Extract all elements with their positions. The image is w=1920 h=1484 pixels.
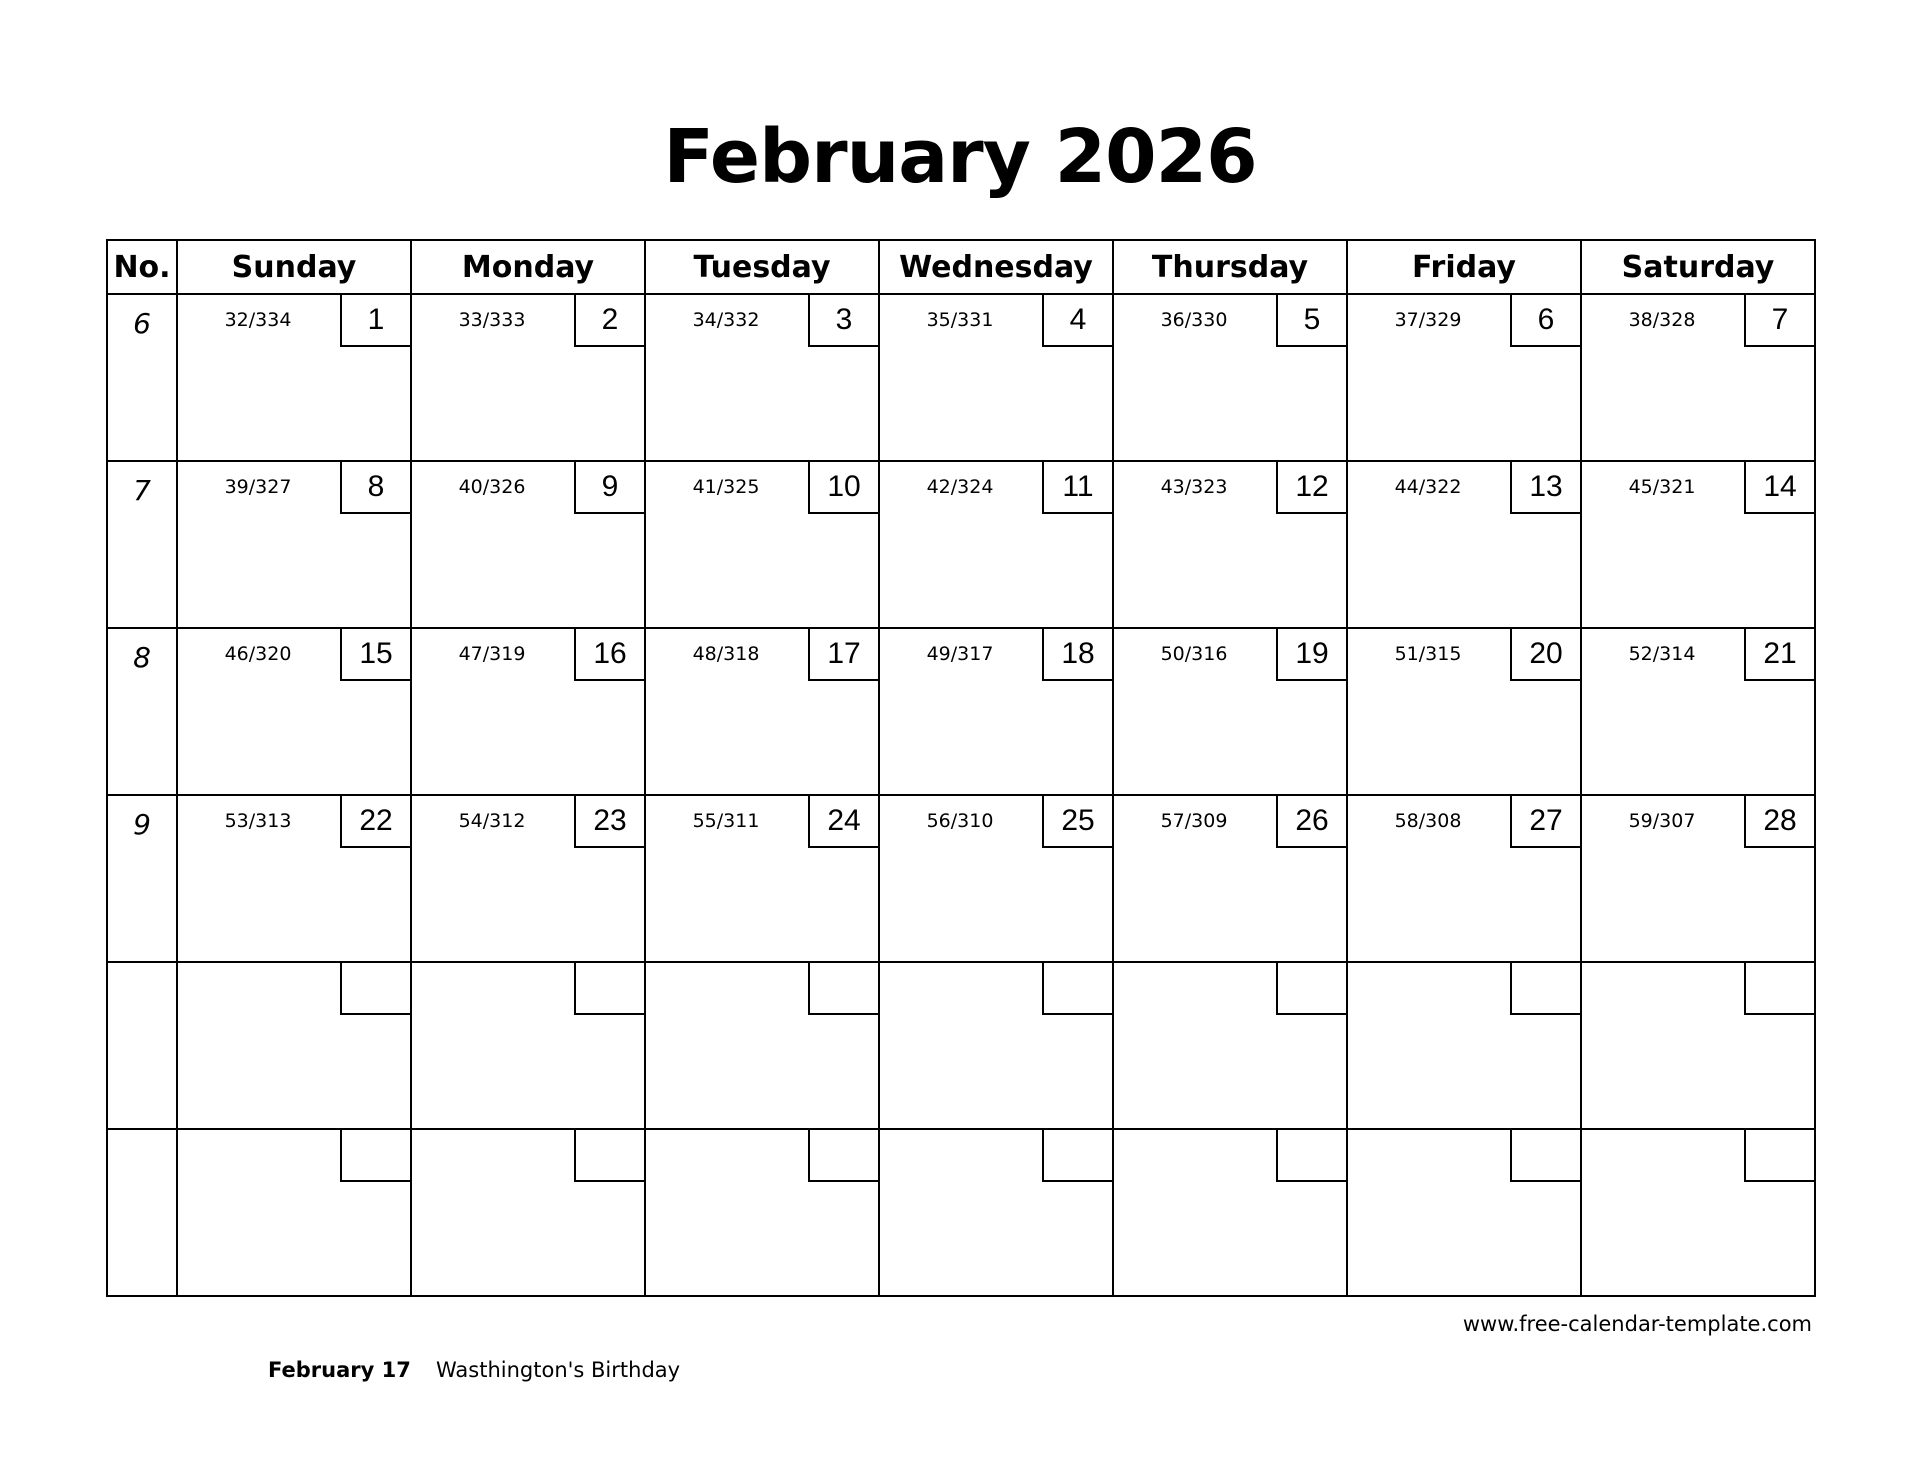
day-of-year: 56/310 xyxy=(926,810,994,832)
day-cell-content xyxy=(1582,963,1814,1128)
day-number: 26 xyxy=(1276,796,1346,848)
day-cell-content xyxy=(880,796,1112,961)
day-cell-content xyxy=(178,796,410,961)
day-number: 17 xyxy=(808,629,878,681)
calendar-title: February 2026 xyxy=(663,114,1257,200)
day-cell-content xyxy=(178,295,410,460)
day-cell[interactable] xyxy=(1581,628,1815,795)
day-cell[interactable] xyxy=(879,795,1113,962)
day-number: 3 xyxy=(808,295,878,347)
source-url: www.free-calendar-template.com xyxy=(1462,1312,1812,1336)
day-cell-content xyxy=(178,629,410,794)
day-of-year: 55/311 xyxy=(692,810,760,832)
day-number xyxy=(1276,963,1346,1015)
week-row xyxy=(107,461,1815,628)
day-of-year: 43/323 xyxy=(1160,476,1228,498)
day-of-year: 52/314 xyxy=(1628,643,1696,665)
week-number: 8 xyxy=(133,641,151,674)
day-cell[interactable] xyxy=(645,461,879,628)
day-of-year: 53/313 xyxy=(224,810,292,832)
day-number: 11 xyxy=(1042,462,1112,514)
day-cell-content xyxy=(1114,462,1346,627)
day-cell-content xyxy=(646,629,878,794)
day-number xyxy=(574,1130,644,1182)
header-friday: Friday xyxy=(1347,240,1581,294)
day-cell-content xyxy=(412,295,644,460)
day-cell[interactable] xyxy=(879,1129,1113,1296)
day-of-year: 37/329 xyxy=(1394,309,1462,331)
day-cell[interactable] xyxy=(1113,294,1347,461)
week-number-cell xyxy=(107,1129,177,1296)
day-number: 19 xyxy=(1276,629,1346,681)
day-of-year: 54/312 xyxy=(458,810,526,832)
day-of-year: 47/319 xyxy=(458,643,526,665)
day-cell-content xyxy=(1582,629,1814,794)
week-number-cell xyxy=(107,294,177,461)
day-cell[interactable] xyxy=(645,294,879,461)
week-number-cell xyxy=(107,962,177,1129)
day-number xyxy=(1510,963,1580,1015)
header-sunday: Sunday xyxy=(177,240,411,294)
day-number: 13 xyxy=(1510,462,1580,514)
day-cell-content xyxy=(412,462,644,627)
day-cell[interactable] xyxy=(1581,795,1815,962)
day-number: 5 xyxy=(1276,295,1346,347)
day-cell[interactable] xyxy=(411,795,645,962)
header-tuesday: Tuesday xyxy=(645,240,879,294)
day-number: 7 xyxy=(1744,295,1814,347)
holiday-date: February 17 xyxy=(268,1358,411,1382)
day-number: 12 xyxy=(1276,462,1346,514)
day-cell[interactable] xyxy=(177,628,411,795)
week-number xyxy=(108,1130,176,1142)
day-cell[interactable] xyxy=(411,1129,645,1296)
day-number: 10 xyxy=(808,462,878,514)
day-number: 27 xyxy=(1510,796,1580,848)
header-row xyxy=(107,240,1815,294)
day-cell[interactable] xyxy=(1347,294,1581,461)
day-cell[interactable] xyxy=(1347,795,1581,962)
day-cell[interactable] xyxy=(411,962,645,1129)
day-number: 14 xyxy=(1744,462,1814,514)
day-cell[interactable] xyxy=(1113,962,1347,1129)
day-number xyxy=(1276,1130,1346,1182)
day-cell-content xyxy=(646,796,878,961)
day-cell[interactable] xyxy=(1113,628,1347,795)
day-cell-content xyxy=(1582,796,1814,961)
day-cell[interactable] xyxy=(645,795,879,962)
day-cell-content xyxy=(1348,963,1580,1128)
day-cell-content xyxy=(1114,1130,1346,1295)
day-number: 8 xyxy=(340,462,410,514)
day-number: 16 xyxy=(574,629,644,681)
day-cell[interactable] xyxy=(1581,1129,1815,1296)
day-of-year: 32/334 xyxy=(224,309,292,331)
day-cell-content xyxy=(646,462,878,627)
day-cell[interactable] xyxy=(1581,461,1815,628)
day-cell-content xyxy=(880,629,1112,794)
day-cell[interactable] xyxy=(645,628,879,795)
week-number: 9 xyxy=(133,808,151,841)
day-of-year: 36/330 xyxy=(1160,309,1228,331)
day-cell-content xyxy=(1582,295,1814,460)
week-row xyxy=(107,795,1815,962)
day-number xyxy=(340,1130,410,1182)
day-cell-content xyxy=(1348,796,1580,961)
day-of-year: 35/331 xyxy=(926,309,994,331)
day-number xyxy=(808,1130,878,1182)
day-cell-content xyxy=(1114,295,1346,460)
day-number xyxy=(1744,963,1814,1015)
day-cell-content xyxy=(412,963,644,1128)
day-cell-content xyxy=(412,796,644,961)
day-number: 28 xyxy=(1744,796,1814,848)
day-number: 9 xyxy=(574,462,644,514)
day-number: 23 xyxy=(574,796,644,848)
day-number: 15 xyxy=(340,629,410,681)
week-row xyxy=(107,1129,1815,1296)
day-cell-content xyxy=(880,462,1112,627)
day-of-year: 57/309 xyxy=(1160,810,1228,832)
week-number-cell xyxy=(107,461,177,628)
day-cell-content xyxy=(1114,796,1346,961)
day-of-year: 59/307 xyxy=(1628,810,1696,832)
day-of-year: 46/320 xyxy=(224,643,292,665)
day-of-year: 48/318 xyxy=(692,643,760,665)
day-cell[interactable] xyxy=(1347,1129,1581,1296)
header-wednesday: Wednesday xyxy=(879,240,1113,294)
day-number xyxy=(1510,1130,1580,1182)
day-cell[interactable] xyxy=(177,461,411,628)
day-cell[interactable] xyxy=(645,1129,879,1296)
day-cell-content xyxy=(646,1130,878,1295)
day-cell-content xyxy=(880,295,1112,460)
day-cell[interactable] xyxy=(411,628,645,795)
day-cell[interactable] xyxy=(645,962,879,1129)
day-cell[interactable] xyxy=(1581,294,1815,461)
day-number: 18 xyxy=(1042,629,1112,681)
day-number: 2 xyxy=(574,295,644,347)
day-cell[interactable] xyxy=(879,628,1113,795)
day-cell[interactable] xyxy=(177,962,411,1129)
header-thursday: Thursday xyxy=(1113,240,1347,294)
week-number-cell xyxy=(107,795,177,962)
day-cell[interactable] xyxy=(177,294,411,461)
day-of-year: 51/315 xyxy=(1394,643,1462,665)
day-of-year: 44/322 xyxy=(1394,476,1462,498)
day-of-year: 58/308 xyxy=(1394,810,1462,832)
day-cell[interactable] xyxy=(879,461,1113,628)
day-number xyxy=(1744,1130,1814,1182)
holiday-name: Wasthington's Birthday xyxy=(436,1358,681,1382)
day-cell-content xyxy=(178,1130,410,1295)
day-number: 20 xyxy=(1510,629,1580,681)
day-cell-content xyxy=(1582,462,1814,627)
day-cell[interactable] xyxy=(1347,461,1581,628)
day-of-year: 38/328 xyxy=(1628,309,1696,331)
week-number: 7 xyxy=(133,474,151,507)
day-cell[interactable] xyxy=(177,795,411,962)
day-of-year: 40/326 xyxy=(458,476,526,498)
day-number: 24 xyxy=(808,796,878,848)
day-number xyxy=(808,963,878,1015)
day-cell-content xyxy=(178,462,410,627)
week-row xyxy=(107,962,1815,1129)
day-cell-content xyxy=(1582,1130,1814,1295)
day-cell-content xyxy=(1348,1130,1580,1295)
day-of-year: 45/321 xyxy=(1628,476,1696,498)
day-cell-content xyxy=(1348,462,1580,627)
day-cell[interactable] xyxy=(411,461,645,628)
day-cell[interactable] xyxy=(1113,461,1347,628)
day-cell[interactable] xyxy=(1581,962,1815,1129)
day-number xyxy=(340,963,410,1015)
day-number: 25 xyxy=(1042,796,1112,848)
day-cell-content xyxy=(1348,629,1580,794)
day-cell[interactable] xyxy=(1113,795,1347,962)
day-of-year: 33/333 xyxy=(458,309,526,331)
day-cell[interactable] xyxy=(1347,628,1581,795)
day-cell[interactable] xyxy=(177,1129,411,1296)
day-number: 21 xyxy=(1744,629,1814,681)
header-saturday: Saturday xyxy=(1581,240,1815,294)
day-cell[interactable] xyxy=(1113,1129,1347,1296)
day-number: 4 xyxy=(1042,295,1112,347)
day-cell-content xyxy=(880,963,1112,1128)
day-cell[interactable] xyxy=(411,294,645,461)
day-cell-content xyxy=(412,629,644,794)
day-cell-content xyxy=(412,1130,644,1295)
week-number-cell xyxy=(107,628,177,795)
day-of-year: 42/324 xyxy=(926,476,994,498)
day-of-year: 34/332 xyxy=(692,309,760,331)
week-number-header: No. xyxy=(107,240,177,294)
day-cell[interactable] xyxy=(879,962,1113,1129)
calendar-grid xyxy=(106,239,1816,1297)
day-number xyxy=(1042,1130,1112,1182)
day-cell-content xyxy=(1348,295,1580,460)
day-number: 22 xyxy=(340,796,410,848)
day-number xyxy=(574,963,644,1015)
day-number: 6 xyxy=(1510,295,1580,347)
week-number: 6 xyxy=(133,307,151,340)
day-cell-content xyxy=(1114,963,1346,1128)
day-number: 1 xyxy=(340,295,410,347)
day-cell-content xyxy=(178,963,410,1128)
day-cell-content xyxy=(1114,629,1346,794)
week-row xyxy=(107,294,1815,461)
header-monday: Monday xyxy=(411,240,645,294)
day-number xyxy=(1042,963,1112,1015)
day-of-year: 39/327 xyxy=(224,476,292,498)
day-cell[interactable] xyxy=(879,294,1113,461)
day-of-year: 41/325 xyxy=(692,476,760,498)
day-cell[interactable] xyxy=(1347,962,1581,1129)
week-number xyxy=(108,963,176,975)
day-cell-content xyxy=(880,1130,1112,1295)
day-of-year: 49/317 xyxy=(926,643,994,665)
day-of-year: 50/316 xyxy=(1160,643,1228,665)
day-cell-content xyxy=(646,295,878,460)
day-cell-content xyxy=(646,963,878,1128)
week-row xyxy=(107,628,1815,795)
